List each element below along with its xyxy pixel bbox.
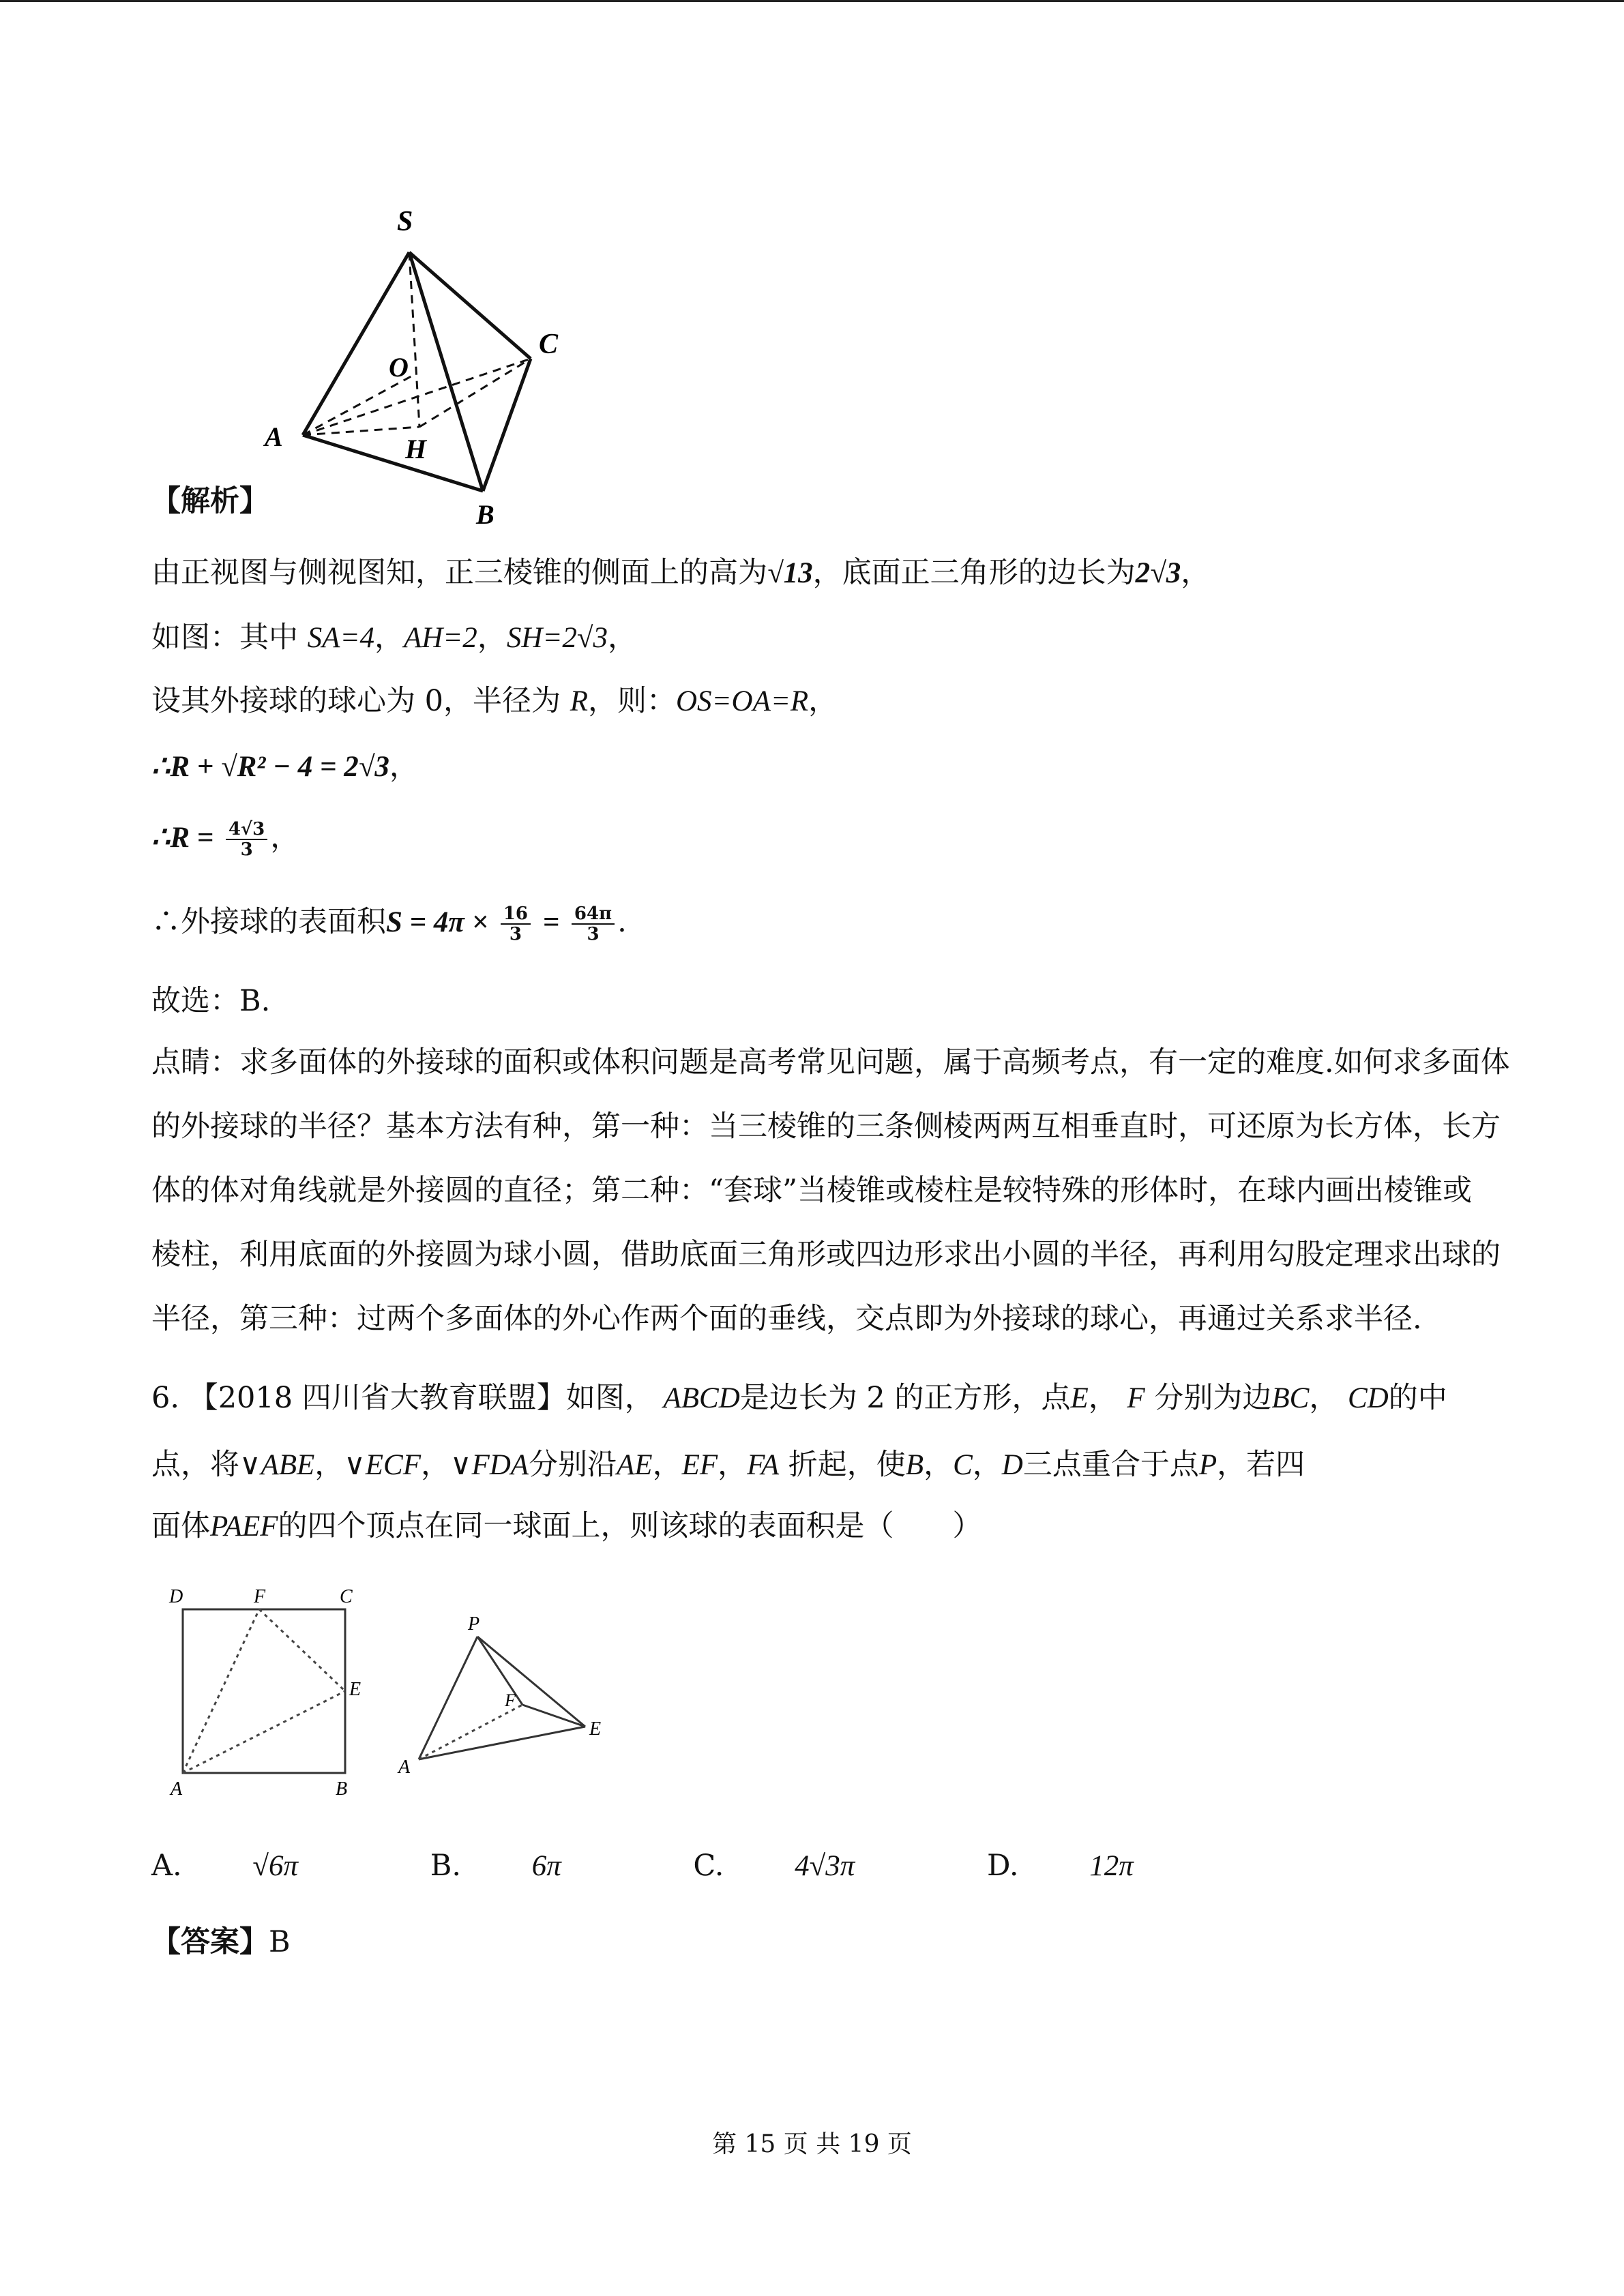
l1-mid: ，底面正三角形的边长为 [812, 556, 1136, 590]
l3-post: ， [808, 684, 838, 718]
l5-fraction [226, 820, 267, 859]
label-e: E [349, 1679, 361, 1700]
q6-l1-b: 是边长为 2 的正方形，点 [739, 1381, 1071, 1415]
tetrahedron-figure [246, 198, 600, 525]
q6-e: E [1070, 1382, 1089, 1414]
q6-paef: PAEF [210, 1510, 278, 1542]
l6-num2: 64π [572, 904, 615, 925]
l6-fraction-1 [501, 904, 531, 944]
q6-l2-c6: ， [972, 1448, 1002, 1482]
edge-pe [477, 1637, 585, 1727]
segment-hc-hidden [419, 359, 531, 427]
answer-options [151, 1845, 1256, 1887]
l2-sh: SH=2√3 [506, 622, 608, 654]
l6-eq2: = [542, 906, 560, 938]
q6-l1-a: 如图， [565, 1381, 654, 1415]
l1-pre: 由正视图与侧视图知，正三棱锥的侧面上的高为 [151, 556, 767, 590]
answer-label: 【答案】 [151, 1925, 269, 1959]
q6-l2-c: 折起，使 [788, 1448, 906, 1482]
q6-l3-b: 的四个顶点在同一球面上，则该球的表面积是（ ） [278, 1509, 982, 1543]
q6-num: 6. [151, 1381, 180, 1415]
q6-l2-e: ，若四 [1217, 1448, 1305, 1482]
question-6-line-1 [151, 1377, 1447, 1419]
q6-l1-c1: ， [1088, 1381, 1118, 1415]
l6-den2: 3 [587, 924, 600, 944]
l1-val: 2√3 [1135, 557, 1181, 589]
option-d-value: 12π [1089, 1850, 1134, 1882]
question-6-line-3 [151, 1506, 982, 1547]
l3-r: R [570, 685, 588, 717]
l2-post: ， [607, 621, 637, 655]
option-a [151, 1849, 359, 1883]
edge-fe [522, 1705, 585, 1727]
q6-l1-c2: ， [1309, 1381, 1339, 1415]
edge-ae [419, 1727, 585, 1759]
q6-l2-c4: ， [718, 1448, 748, 1482]
l4-post: ， [389, 749, 419, 784]
label-a: A [265, 421, 283, 452]
option-a-label: A. [151, 1849, 182, 1883]
edge-pf [477, 1637, 522, 1705]
q6-l1-g: 的中 [1388, 1381, 1447, 1415]
q6-bc: BC [1271, 1382, 1310, 1414]
q6-cd: CD [1348, 1382, 1389, 1414]
l6-pre: ∴外接球的表面积 [151, 905, 386, 939]
dianjing-line-5: 半径，第三种：过两个多面体的外心作两个面的垂线，交点即为外接球的球心，再通过关系求半径. [151, 1302, 1422, 1336]
label-p: P [468, 1613, 480, 1635]
label-b: B [336, 1778, 348, 1800]
option-d-label: D. [986, 1849, 1019, 1883]
q6-t1: ∨ABE [239, 1449, 315, 1481]
question-6-line-2 [151, 1444, 1305, 1486]
l6-post: . [617, 905, 627, 939]
l5-post: ， [270, 820, 300, 854]
label-a: A [171, 1778, 183, 1800]
l2-pre: 如图：其中 [151, 621, 298, 655]
solution-line-6 [151, 901, 627, 944]
l5-pre: ∴R = [151, 822, 214, 854]
edge-ab [303, 435, 483, 491]
solution-line-5 [151, 817, 299, 859]
option-c-value: 4√3π [795, 1850, 855, 1882]
option-b-value: 6π [531, 1850, 561, 1882]
q6-pc: C [953, 1449, 973, 1481]
q6-l2-c3: ， [652, 1448, 682, 1482]
edge-sa [303, 252, 409, 435]
l5-num: 4√3 [226, 820, 267, 840]
folded-tetrahedron-figure [389, 1609, 621, 1787]
square-figure [164, 1582, 368, 1800]
edge-af-hidden [419, 1705, 522, 1759]
label-o: O [389, 352, 409, 383]
l3-pre: 设其外接球的球心为 0，半径为 [151, 684, 561, 718]
edge-sc [409, 252, 531, 359]
option-c [693, 1849, 916, 1883]
page-footer: 第 15 页 共 19 页 [712, 2130, 912, 2158]
q6-t3: ∨FDA [449, 1449, 529, 1481]
l5-den: 3 [240, 839, 253, 860]
dianjing-line-1: 点睛：求多面体的外接球的面积或体积问题是高考常见问题，属于高频考点，有一定的难度.如何求多面体 [151, 1045, 1510, 1079]
option-b [430, 1849, 623, 1883]
answer-value: B [269, 1925, 291, 1959]
label-d: D [169, 1586, 183, 1607]
dianjing-line-2: 的外接球的半径？基本方法有种，第一种：当三棱锥的三条侧棱两两互相垂直时，可还原为长方体，长方 [151, 1109, 1501, 1144]
fold-af [183, 1609, 259, 1773]
solution-line-1 [151, 552, 1210, 594]
square-abcd [183, 1609, 345, 1773]
solution-line-7: 故选：B. [151, 984, 271, 1018]
q6-f: F [1127, 1382, 1145, 1414]
solution-line-4 [151, 746, 419, 788]
q6-p: P [1198, 1449, 1217, 1481]
q6-l2-c5: ， [924, 1448, 954, 1482]
l6-num1: 16 [501, 904, 531, 925]
q6-l2-a: 点，将 [151, 1448, 239, 1482]
solution-line-3 [151, 681, 838, 722]
l3-eq: OS=OA=R [675, 685, 809, 717]
l1-sqrt13: √13 [767, 557, 813, 589]
dianjing-line-4: 棱柱，利用底面的外接圆为球小圆，借助底面三角形或四边形求出小圆的半径，再利用勾股定理求出球的 [151, 1238, 1501, 1272]
l4-text: ∴R + √R² − 4 = 2√3 [151, 751, 389, 783]
option-b-label: B. [430, 1849, 462, 1883]
l2-ah: AH=2 [403, 622, 477, 654]
l6-fraction-2 [572, 904, 615, 944]
label-a: A [398, 1757, 411, 1778]
q6-pb: B [905, 1449, 924, 1481]
q6-ae: AE [617, 1449, 653, 1481]
q6-t2: ∨ECF [344, 1449, 421, 1481]
label-e: E [589, 1718, 602, 1740]
l3-mid: ，则： [587, 684, 676, 718]
segment-ah-hidden [303, 427, 419, 435]
q6-pd: D [1001, 1449, 1023, 1481]
label-s: S [397, 206, 413, 237]
label-f: F [505, 1690, 516, 1710]
dianjing-line-3: 体的体对角线就是外接圆的直径；第二种：“套球”当棱锥或棱柱是较特殊的形体时，在球内画出棱锥或 [151, 1174, 1472, 1208]
l2-sa: SA=4 [307, 622, 374, 654]
fold-ae [183, 1691, 345, 1773]
label-c: C [340, 1586, 353, 1607]
l6-den1: 3 [509, 924, 522, 944]
q6-abcd: ABCD [663, 1382, 740, 1414]
l1-post: ， [1181, 556, 1211, 590]
q6-source: 【2018 四川省大教育联盟】 [188, 1381, 566, 1415]
answer-line [151, 1922, 291, 1963]
jiexi-heading: 【解析】 [151, 484, 269, 518]
l2-c1: ， [374, 621, 404, 655]
option-a-value: √6π [252, 1850, 299, 1882]
l6-eq: S = 4π × [386, 906, 489, 938]
q6-fa: FA [747, 1449, 780, 1481]
l2-c2: ， [477, 621, 507, 655]
q6-l3-a: 面体 [151, 1509, 210, 1543]
q6-l2-b: 分别沿 [529, 1448, 617, 1482]
q6-l2-c1: ， [314, 1448, 344, 1482]
q6-l2-c2: ， [420, 1448, 450, 1482]
edge-pa [419, 1637, 477, 1759]
label-b: B [476, 499, 494, 525]
option-c-label: C. [693, 1849, 724, 1883]
q6-l2-d: 三点重合于点 [1022, 1448, 1199, 1482]
label-h: H [405, 434, 427, 464]
top-border [0, 0, 1624, 2]
label-f: F [254, 1586, 266, 1607]
label-c: C [539, 329, 559, 360]
fold-fe [259, 1609, 345, 1691]
option-d [987, 1849, 1195, 1883]
edge-bc [483, 359, 531, 491]
q6-l1-d: 分别为边 [1154, 1381, 1272, 1415]
solution-line-2 [151, 617, 637, 659]
q6-ef: EF [681, 1449, 718, 1481]
